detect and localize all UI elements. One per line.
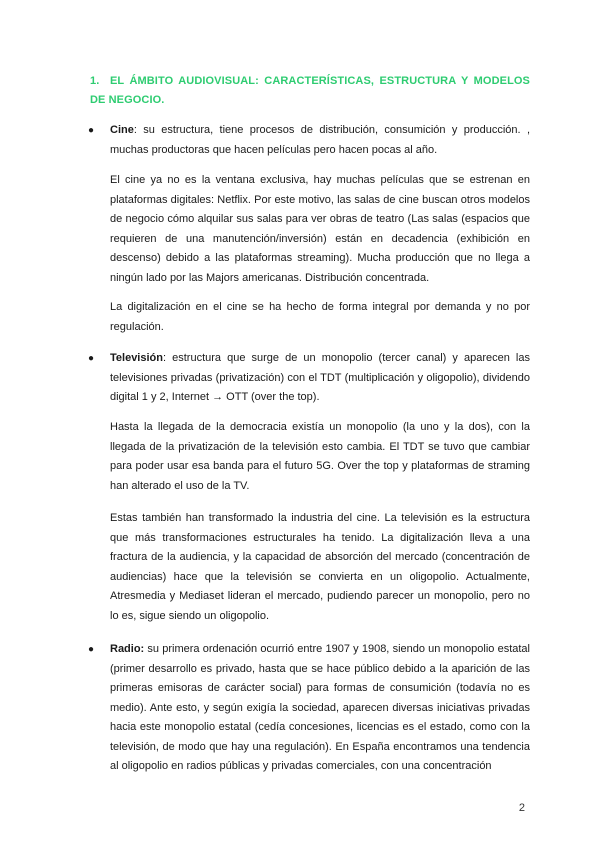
section-title: EL ÁMBITO AUDIOVISUAL: CARACTERÍSTICAS, ESTRUCTURA Y MODELOS DE NEGOCIO. bbox=[90, 75, 530, 106]
cine-term: Cine bbox=[110, 124, 134, 136]
television-paragraph-2: Estas también han transformado la industria del cine. La televisión es la estructura que más transformaciones estructurales ha tenido. La digitalización lleva a una fractura de la audiencia, y la capacidad de absorción del mercado (concentración de audiencias) hace que la televisión se convierta en un oligopolio. Actualmente, Atresmedia y Mediaset lideran el mercado, pudiendo parecer un monopolio, pero no lo es, sigue siendo un oligopolio. bbox=[110, 512, 530, 622]
bullet-icon: ● bbox=[88, 353, 95, 364]
television-paragraph-1: Hasta la llegada de la democracia existía un monopolio (la uno y la dos), con la llegada de la privatización de la televisión esto cambia. El TDT se tuvo que cambiar para poder usar esa banda para el futuro 5G. Over the top y plataformas de straming han alterado el uso de la TV. bbox=[110, 421, 530, 492]
page-number: 2 bbox=[518, 802, 525, 814]
radio-term: Radio: bbox=[110, 643, 145, 655]
cine-paragraph-1: El cine ya no es la ventana exclusiva, hay muchas películas que se estrenan en plataformas digitales: Netflix. Por este motivo, las salas de cine buscan otros modelos de negocio cómo alquilar sus salas para ver obras de teatro (Las salas (espacios que requieren de una manutención/inversión) están en decadencia (exhibición en descenso) debido a las plataformas streaming). Mucha producción que no llega a ningún lado por las Majors americanas. Distribución concentrada. bbox=[110, 174, 530, 284]
radio-intro: su primera ordenación ocurrió entre 1907 y 1908, siendo un monopolio estatal (primer desarrollo es privado, hasta que se hace público debido a la aparición de las primeras emisoras de carácter social) para formas de consumición (todavía no es medio). Ante esto, y según exigía la sociedad, aparecen diversas iniciativas privadas hacia este monopolio estatal (cedía concesiones, licencias es el estado, como con la televisión, de modo que hay una regulación). En España encontramos una tendencia al oligopolio en radios públicas y privadas comerciales, con una concentración bbox=[110, 643, 530, 772]
radio-bullet-item bbox=[88, 640, 530, 777]
television-intro: : estructura que surge de un monopolio (tercer canal) y aparecen las televisiones privadas (privatización) con el TDT (multiplicación y oligopolio), dividendo digital 1 y 2, Internet → OTT (over the top). bbox=[110, 352, 530, 403]
section-number: 1. bbox=[90, 75, 100, 87]
cine-intro: : su estructura, tiene procesos de distribución, consumición y producción. , muchas productoras que hacen películas pero hacen pocas al año. bbox=[110, 124, 530, 156]
television-term: Televisión bbox=[110, 352, 163, 364]
cine-paragraph-2: La digitalización en el cine se ha hecho de forma integral por demanda y no por regulación. bbox=[110, 301, 530, 333]
cine-bullet-item bbox=[88, 121, 530, 160]
television-bullet-item bbox=[88, 349, 530, 408]
section-heading bbox=[90, 72, 530, 110]
bullet-icon: ● bbox=[88, 644, 95, 655]
bullet-icon: ● bbox=[88, 125, 95, 136]
